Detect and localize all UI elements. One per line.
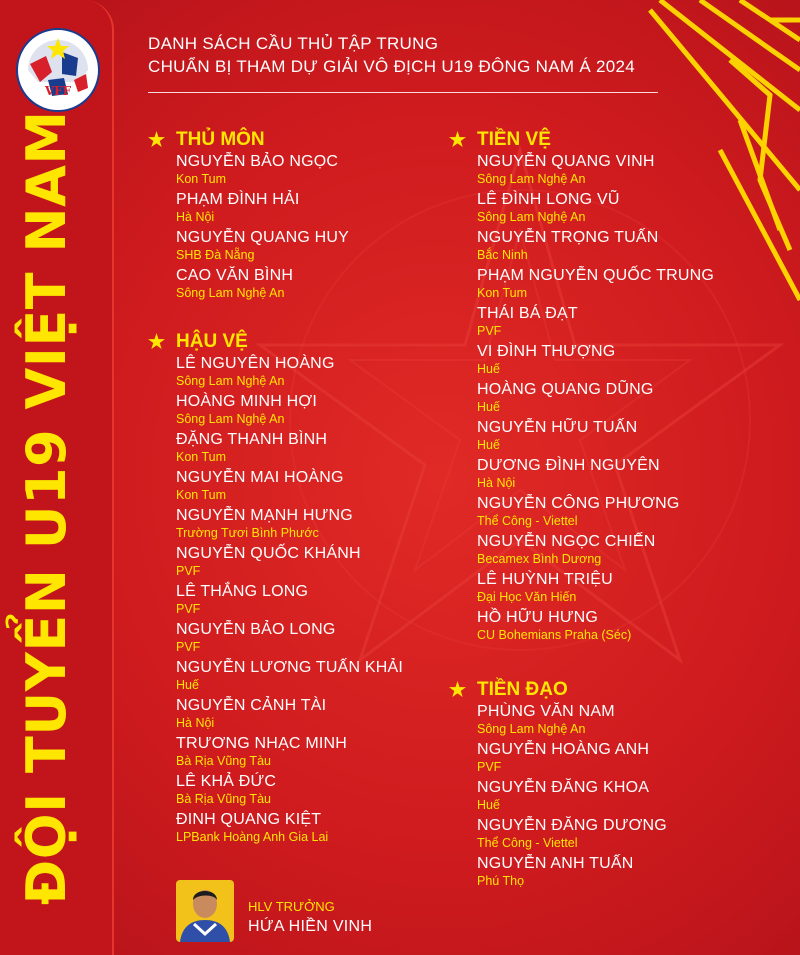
player-club: Bà Rịa Vũng Tàu bbox=[176, 792, 271, 806]
page-header bbox=[148, 32, 635, 78]
player-item bbox=[176, 152, 349, 190]
section-title bbox=[148, 330, 403, 354]
player-item bbox=[176, 810, 403, 848]
section-forwards bbox=[449, 678, 667, 892]
player-item bbox=[477, 380, 714, 418]
player-name: NGUYỄN MẠNH HƯNG bbox=[176, 507, 353, 524]
player-name: ĐẶNG THANH BÌNH bbox=[176, 431, 328, 448]
vff-logo bbox=[16, 28, 100, 112]
player-name: LÊ ĐÌNH LONG VŨ bbox=[477, 191, 620, 208]
player-item bbox=[176, 658, 403, 696]
player-club: Sông Lam Nghệ An bbox=[176, 412, 285, 426]
player-name: PHẠM NGUYỄN QUỐC TRUNG bbox=[477, 267, 715, 284]
player-name: LÊ NGUYÊN HOÀNG bbox=[176, 355, 335, 372]
player-name: NGUYỄN CẢNH TÀI bbox=[176, 697, 327, 714]
player-name: NGUYỄN LƯƠNG TUẤN KHẢI bbox=[176, 659, 404, 676]
player-item bbox=[176, 354, 403, 392]
player-club: PVF bbox=[176, 564, 201, 578]
player-club: Huế bbox=[477, 400, 500, 414]
player-item bbox=[477, 702, 667, 740]
player-name: CAO VĂN BÌNH bbox=[176, 267, 294, 284]
player-club: Kon Tum bbox=[176, 450, 227, 464]
player-item bbox=[477, 304, 714, 342]
player-item bbox=[176, 228, 349, 266]
player-name: NGUYỄN TRỌNG TUẤN bbox=[477, 229, 659, 246]
player-name: NGUYỄN QUANG HUY bbox=[176, 229, 349, 246]
player-club: Huế bbox=[477, 798, 500, 812]
player-club: Trường Tươi Bình Phước bbox=[176, 526, 319, 540]
player-item bbox=[477, 532, 714, 570]
player-item bbox=[477, 266, 714, 304]
player-club: Thể Công - Viettel bbox=[477, 836, 578, 850]
player-club: Hà Nội bbox=[477, 476, 516, 490]
player-club: SHB Đà Nẵng bbox=[176, 248, 255, 262]
player-item bbox=[176, 544, 403, 582]
player-item bbox=[477, 570, 714, 608]
section-defenders bbox=[148, 330, 403, 848]
player-item bbox=[176, 506, 403, 544]
player-name: THÁI BÁ ĐẠT bbox=[477, 305, 578, 322]
player-item bbox=[477, 418, 714, 456]
player-item bbox=[477, 608, 714, 646]
player-club: Sông Lam Nghệ An bbox=[477, 172, 586, 186]
player-club: Bắc Ninh bbox=[477, 248, 528, 262]
player-item bbox=[477, 854, 667, 892]
star-icon: ★ bbox=[148, 331, 166, 353]
player-name: NGUYỄN ANH TUẤN bbox=[477, 855, 634, 872]
player-list bbox=[449, 152, 714, 646]
player-name: NGUYỄN CÔNG PHƯƠNG bbox=[477, 495, 680, 512]
player-item bbox=[176, 620, 403, 658]
star-icon: ★ bbox=[148, 129, 166, 151]
player-club: Becamex Bình Dương bbox=[477, 552, 602, 566]
player-item bbox=[176, 582, 403, 620]
player-item bbox=[176, 190, 349, 228]
section-title bbox=[148, 128, 349, 152]
player-list bbox=[449, 702, 667, 892]
player-name: LÊ THẮNG LONG bbox=[176, 583, 309, 600]
player-club: Đại Học Văn Hiến bbox=[477, 590, 577, 604]
header-line-2: CHUẨN BỊ THAM DỰ GIẢI VÔ ĐỊCH U19 ĐÔNG NAM Á 2024 bbox=[148, 57, 636, 76]
player-item bbox=[477, 190, 714, 228]
player-club: Bà Rịa Vũng Tàu bbox=[176, 754, 271, 768]
player-club: PVF bbox=[176, 602, 201, 616]
player-item bbox=[477, 152, 714, 190]
player-club: Kon Tum bbox=[477, 286, 528, 300]
player-name: HOÀNG MINH HỢI bbox=[176, 393, 317, 410]
player-name: LÊ HUỲNH TRIỆU bbox=[477, 571, 613, 588]
player-item bbox=[477, 778, 667, 816]
section-title-text: TIỀN VỆ bbox=[477, 129, 551, 150]
section-midfielders bbox=[449, 128, 714, 646]
section-title-text: HẬU VỆ bbox=[176, 331, 248, 352]
player-club: Sông Lam Nghệ An bbox=[176, 374, 285, 388]
player-name: NGUYỄN ĐĂNG DƯƠNG bbox=[477, 817, 667, 834]
player-name: LÊ KHẢ ĐỨC bbox=[176, 773, 277, 790]
player-name: ĐINH QUANG KIỆT bbox=[176, 811, 322, 828]
player-club: Thể Công - Viettel bbox=[477, 514, 578, 528]
player-club: Sông Lam Nghệ An bbox=[477, 210, 586, 224]
player-list bbox=[148, 152, 349, 304]
player-club: Sông Lam Nghệ An bbox=[176, 286, 285, 300]
player-club: LPBank Hoàng Anh Gia Lai bbox=[176, 830, 329, 844]
player-name: PHẠM ĐÌNH HẢI bbox=[176, 191, 300, 208]
player-club: PVF bbox=[477, 760, 502, 774]
player-club: Huế bbox=[477, 438, 500, 452]
section-title-text: THỦ MÔN bbox=[176, 129, 265, 150]
coach-name: HỨA HIỀN VINH bbox=[248, 918, 373, 935]
player-item bbox=[176, 266, 349, 304]
player-name: NGUYỄN ĐĂNG KHOA bbox=[477, 779, 650, 796]
player-name: NGUYỄN BẢO LONG bbox=[176, 621, 336, 638]
section-title-text: TIỀN ĐẠO bbox=[477, 679, 568, 700]
player-club: Huế bbox=[477, 362, 500, 376]
player-club: Huế bbox=[176, 678, 199, 692]
section-title bbox=[449, 678, 667, 702]
player-item bbox=[176, 468, 403, 506]
section-goalkeepers bbox=[148, 128, 349, 304]
player-club: Kon Tum bbox=[176, 488, 227, 502]
player-club: Hà Nội bbox=[176, 210, 215, 224]
player-name: VI ĐÌNH THƯỢNG bbox=[477, 343, 616, 360]
player-club: PVF bbox=[477, 324, 502, 338]
player-name: NGUYỄN QUỐC KHÁNH bbox=[176, 545, 361, 562]
star-icon: ★ bbox=[449, 679, 467, 701]
player-club: Sông Lam Nghệ An bbox=[477, 722, 586, 736]
player-name: NGUYỄN HOÀNG ANH bbox=[477, 741, 650, 758]
player-item bbox=[477, 456, 714, 494]
player-item bbox=[477, 228, 714, 266]
player-item bbox=[176, 696, 403, 734]
player-name: NGUYỄN MAI HOÀNG bbox=[176, 469, 344, 486]
player-item bbox=[477, 342, 714, 380]
header-line-1: DANH SÁCH CẦU THỦ TẬP TRUNG bbox=[148, 34, 439, 53]
player-name: NGUYỄN BẢO NGỌC bbox=[176, 153, 339, 170]
player-name: NGUYỄN HỮU TUẤN bbox=[477, 419, 638, 436]
sidebar-panel bbox=[0, 0, 114, 955]
logo-text: VFF bbox=[44, 84, 72, 98]
player-item bbox=[477, 816, 667, 854]
star-icon: ★ bbox=[449, 129, 467, 151]
player-club: Hà Nội bbox=[176, 716, 215, 730]
player-item bbox=[176, 772, 403, 810]
vff-logo-graphic bbox=[18, 30, 98, 110]
header-divider bbox=[148, 92, 658, 93]
player-item bbox=[477, 494, 714, 532]
coach-photo bbox=[176, 880, 234, 942]
player-name: PHÙNG VĂN NAM bbox=[477, 703, 615, 720]
player-item bbox=[176, 734, 403, 772]
player-item bbox=[477, 740, 667, 778]
player-name: DƯƠNG ĐÌNH NGUYÊN bbox=[477, 457, 660, 474]
player-club: Phú Thọ bbox=[477, 874, 525, 888]
player-name: NGUYỄN QUANG VINH bbox=[477, 153, 655, 170]
player-item bbox=[176, 392, 403, 430]
player-name: TRƯƠNG NHẠC MINH bbox=[176, 735, 348, 752]
coach-portrait-image bbox=[176, 880, 234, 942]
player-list bbox=[148, 354, 403, 848]
section-title bbox=[449, 128, 714, 152]
player-club: Kon Tum bbox=[176, 172, 227, 186]
vertical-team-title: ĐỘI TUYỂN U19 VIỆT NAM bbox=[15, 110, 78, 905]
player-item bbox=[176, 430, 403, 468]
coach-role: HLV TRƯỞNG bbox=[248, 899, 335, 914]
player-name: NGUYỄN NGỌC CHIẾN bbox=[477, 533, 656, 550]
player-club: PVF bbox=[176, 640, 201, 654]
player-club: CU Bohemians Praha (Séc) bbox=[477, 628, 632, 642]
player-name: HOÀNG QUANG DŨNG bbox=[477, 381, 654, 398]
player-name: HỒ HỮU HƯNG bbox=[477, 609, 599, 626]
